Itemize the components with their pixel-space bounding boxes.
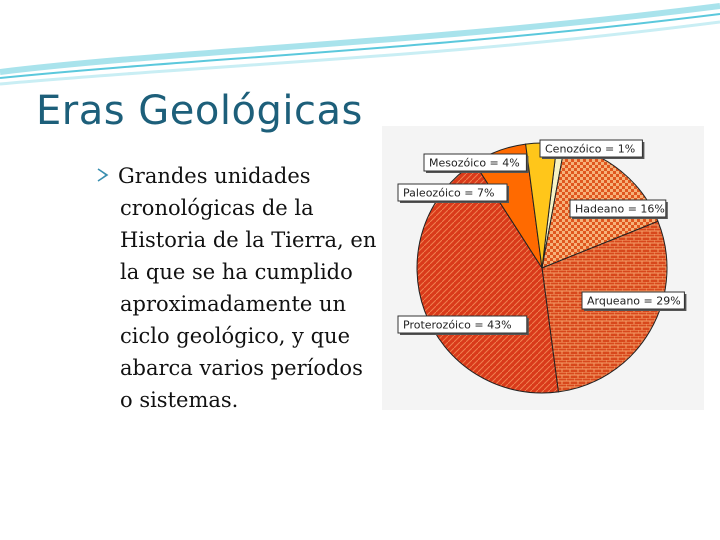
pie-chart-panel <box>382 126 704 410</box>
slice-label <box>398 316 529 335</box>
slice-label-text: Arqueano = 29% <box>587 294 681 308</box>
header-wave-decoration <box>0 0 720 90</box>
slice-label <box>540 140 644 159</box>
slice-label-text: Paleozóico = 7% <box>403 186 495 200</box>
bullet-arrow-icon <box>97 168 109 182</box>
bullet-item <box>100 160 380 416</box>
slice-label <box>424 154 528 173</box>
slice-label-text: Proterozóico = 43% <box>403 318 512 332</box>
bullet-text: Grandes unidades cronológicas de la Historia de la Tierra, en la que se ha cumplido aproximadamente un ciclo geológico, y que abarca varios períodos o sistemas. <box>118 164 377 412</box>
slice-label-text: Cenozóico = 1% <box>545 142 636 156</box>
pie-chart <box>382 126 704 410</box>
slice-label-text: Mesozóico = 4% <box>429 156 520 170</box>
slice-label-text: Hadeano = 16% <box>575 202 665 216</box>
slide-title: Eras Geológicas <box>36 88 363 134</box>
slice-label <box>398 184 509 203</box>
slice-label <box>570 200 668 219</box>
slice-label <box>582 292 686 311</box>
